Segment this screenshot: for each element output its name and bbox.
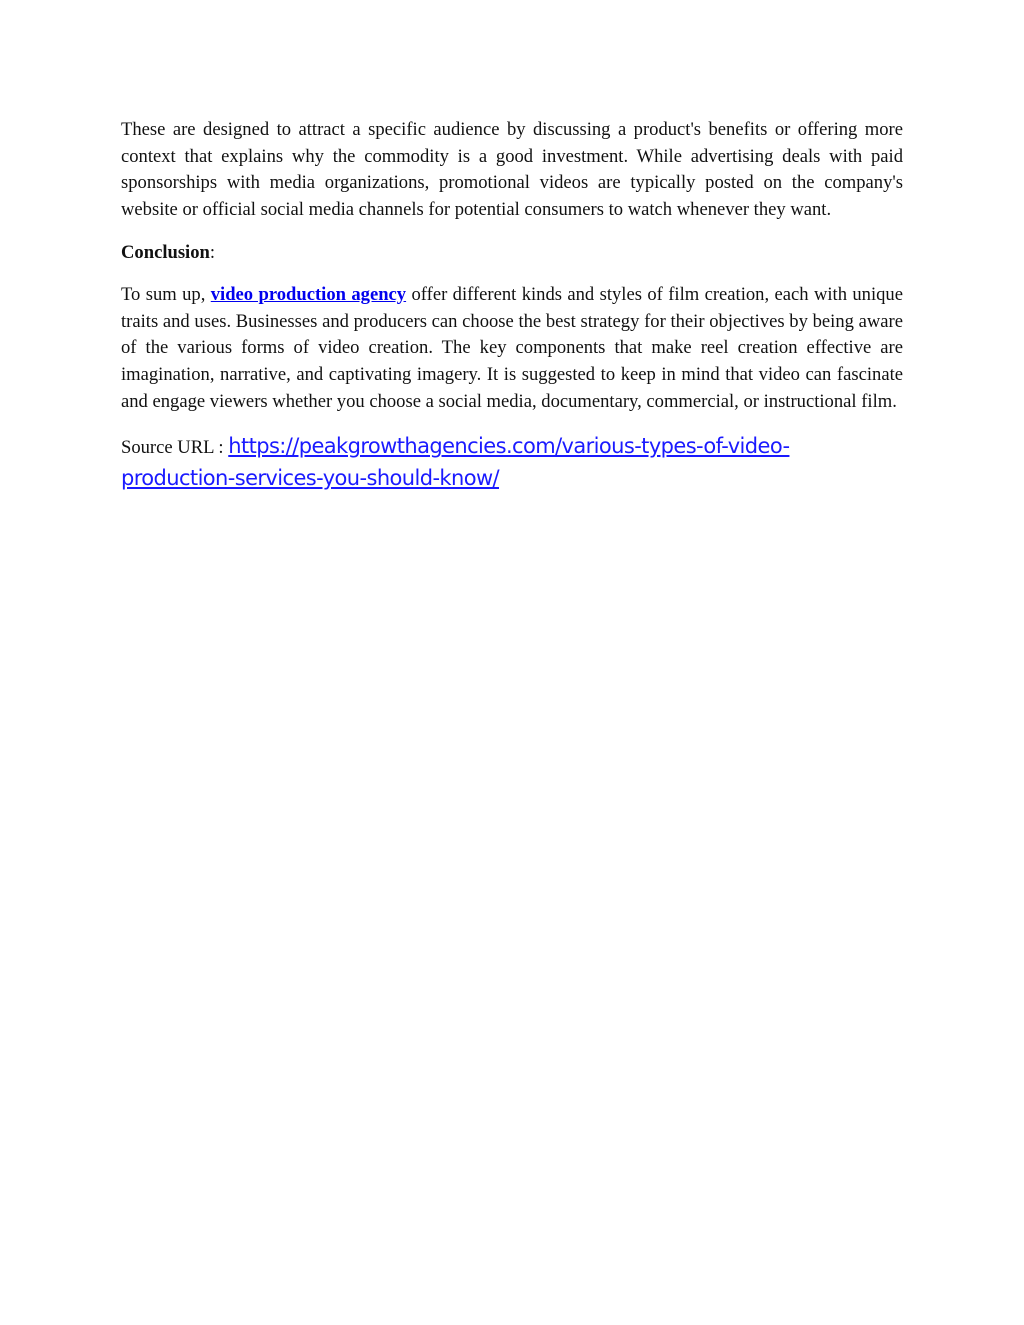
video-production-agency-link[interactable]: video production agency [210, 283, 407, 305]
source-line [121, 431, 903, 495]
conclusion-lead-text: To sum up, [121, 283, 211, 305]
conclusion-body-text: offer different kinds and styles of film creation, each with unique traits and uses. Businesses and producers can choose the best strategy for their objectives by being aware of the various forms of video creation. The key components that make reel creation effective are imagination, narrative, and captivating imagery. It is suggested to keep in mind that video can fascinate and engage viewers whether you choose a social media, documentary, commercial, or instructional film. [121, 283, 903, 412]
conclusion-heading-colon: : [209, 241, 216, 263]
intro-paragraph: These are designed to attract a specific audience by discussing a product's benefits or offering more context that explains why the commodity is a good investment. While advertising deals with paid sponsorships with media organizations, promotional videos are typically posted on the company's website or official social media channels for potential consumers to watch whenever they want. [121, 119, 903, 221]
source-url-label: Source URL : [121, 437, 229, 459]
document-body [121, 117, 903, 495]
conclusion-paragraph [121, 282, 903, 416]
source-url-link[interactable]: https://peakgrowthagencies.com/various-types-of-video-production-services-you-should-know/ [121, 434, 790, 491]
conclusion-heading [121, 240, 903, 266]
conclusion-heading-text: Conclusion [121, 241, 210, 263]
